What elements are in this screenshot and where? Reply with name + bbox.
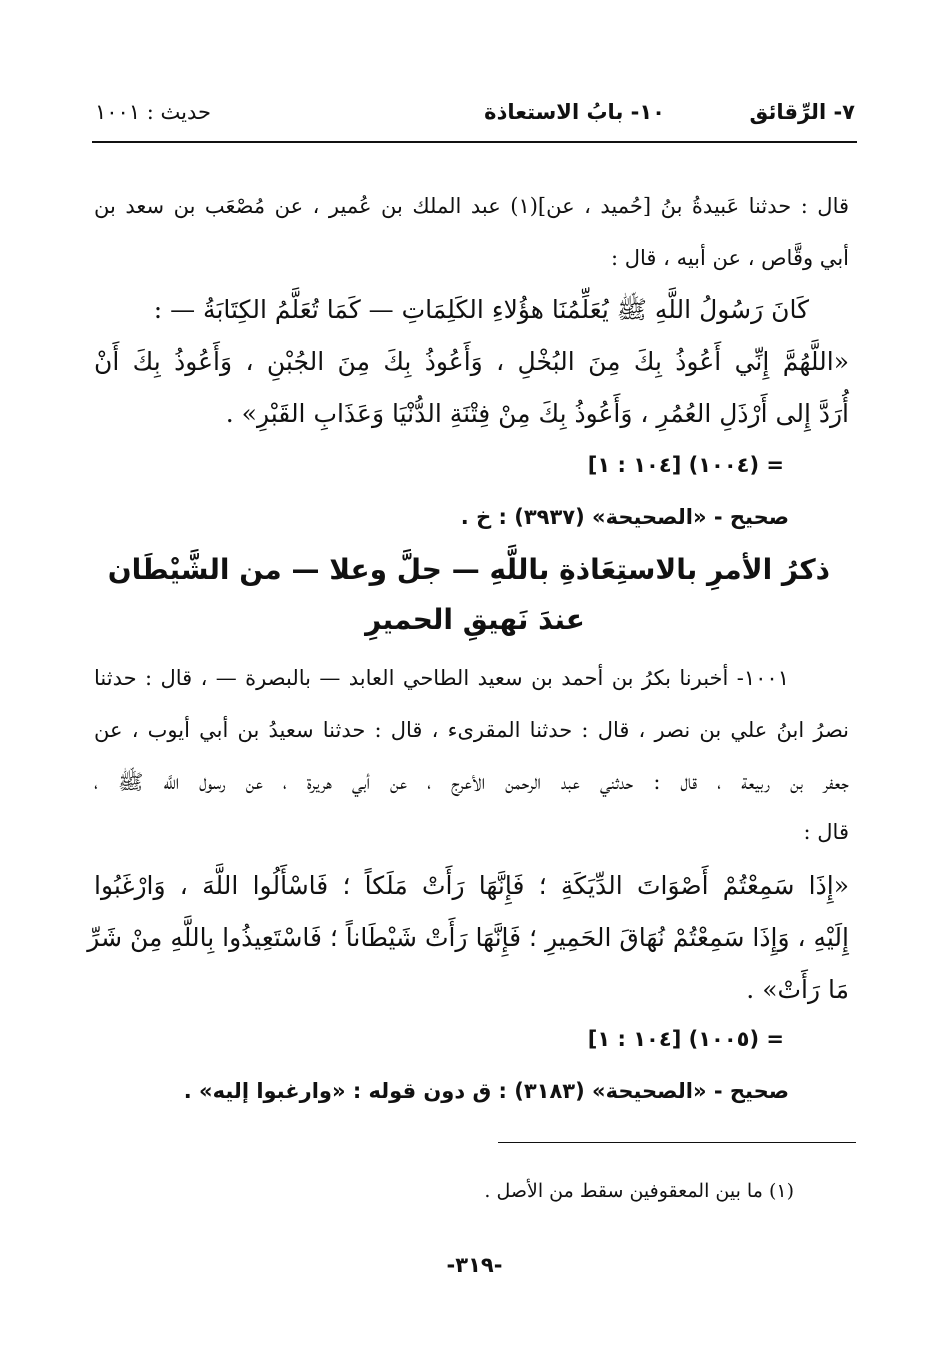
isnad-line: أبي وقَّاص ، عن أبيه ، قال : [611,246,849,270]
running-header [95,100,855,136]
section-heading: ١٠- بابُ الاستعاذة [484,100,665,124]
matn-line: إِلَيْهِ ، وَإِذَا سَمِعْتُمْ نُهَاقَ الحَمِيرِ ؛ فَإِنَّهَا رَأَتْ شَيْطَاناً ؛ فَاسْتَعِيذُوا بِاللَّهِ مِنْ شَرِّ [87,923,849,952]
cross-reference: = (١٠٠٤) [١٠٤ : ١] [587,453,784,477]
isnad-line: ١٠٠١- أخبرنا بكرُ بن أحمد بن سعيد الطاحي العابد — بالبصرة — ، قال : حدثنا [94,666,789,690]
isnad-line: نصرُ ابنُ علي بن نصر ، قال : حدثنا المقرىء ، قال : حدثنا سعيدُ بن أبي أيوب ، عن [94,718,849,742]
section-title: ذكرُ الأمرِ بالاستِعَاذةِ باللَّهِ — جلَّ وعلا — من الشَّيْطَان [107,553,830,586]
footnote: (١) ما بين المعقوفين سقط من الأصل . [484,1180,794,1202]
header-rule [92,141,857,143]
cross-reference: = (١٠٠٥) [١٠٤ : ١] [587,1027,784,1051]
chapter-title: ٧- الرِّقائق [749,100,855,124]
hadith-grade: صحيح - «الصحيحة» (٣١٨٣) : ق دون قوله : «وارغبوا إليه» . [183,1079,789,1103]
footnote-rule [498,1142,856,1143]
isnad-line: قال : [803,820,849,844]
page-number: -٣١٩- [446,1253,503,1277]
hadith-grade: صحيح - «الصحيحة» (٣٩٣٧) : خ . [460,505,789,529]
matn-line: كَانَ رَسُولُ اللَّهِ ﷺ يُعَلِّمُنَا هؤُلاءِ الكَلِمَاتِ — كَمَا تُعَلَّمُ الكِتَابَةُ — : [153,295,809,324]
hadith-number: حديث : ١٠٠١ [95,100,212,124]
section-title: عندَ نَهيقِ الحميرِ [365,603,585,636]
isnad-line: جعفر بن ربيعة ، قال : حدثني عبد الرحمن الأعرج ، عن أبي هريرة ، عن رسول اللَّه ﷺ ، [94,770,849,794]
matn-line: أُرَدَّ إِلى أَرْذَلِ العُمُرِ ، وَأَعُوذُ بِكَ مِنْ فِتْنَةِ الدُّنْيَا وَعَذَابِ القَبْرِ» . [225,399,849,428]
matn-line: «اللَّهُمَّ إِنِّي أَعُوذُ بِكَ مِنَ البُخْلِ ، وَأَعُوذُ بِكَ مِنَ الجُبْنِ ، وَأَعُوذُ بِكَ أَنْ [94,347,849,376]
matn-line: مَا رَأَتْ» . [746,975,849,1004]
isnad-line: قال : حدثنا عَبيدةُ بنُ [حُميد ، عن](١) عبد الملك بن عُمير ، عن مُصْعَب بن سعد بن [94,194,850,218]
matn-line: «إِذَا سَمِعْتُمْ أَصْوَاتَ الدِّيَكَةِ ؛ فَإِنَّهَا رَأَتْ مَلَكاً ؛ فَاسْأَلُوا اللَّهَ ، وَارْغَبُوا [94,871,849,900]
